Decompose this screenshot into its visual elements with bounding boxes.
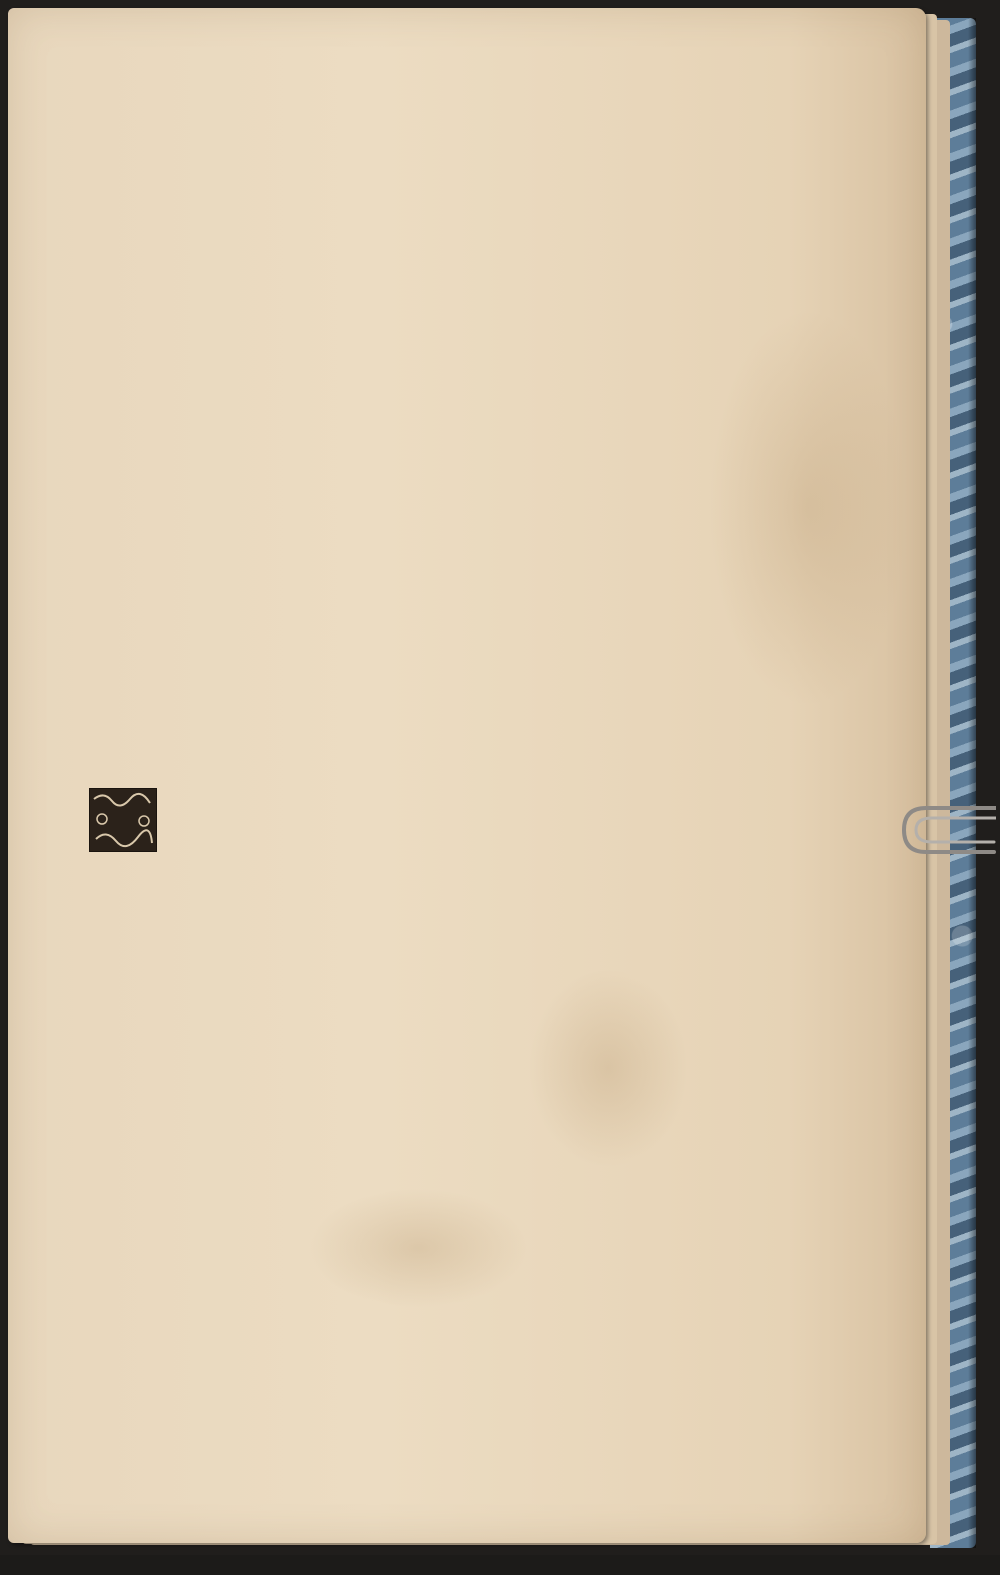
page-footer — [80, 1302, 620, 1328]
decorated-initial — [89, 788, 157, 852]
heading-block — [80, 572, 610, 590]
paper-stain — [528, 968, 688, 1168]
paperclip-icon — [886, 800, 996, 890]
initial-ornament-icon — [90, 789, 156, 851]
paper-stain — [308, 1188, 528, 1308]
credit-text — [990, 1555, 994, 1573]
digitization-footer — [0, 1555, 1000, 1575]
paper-stain — [708, 308, 908, 708]
